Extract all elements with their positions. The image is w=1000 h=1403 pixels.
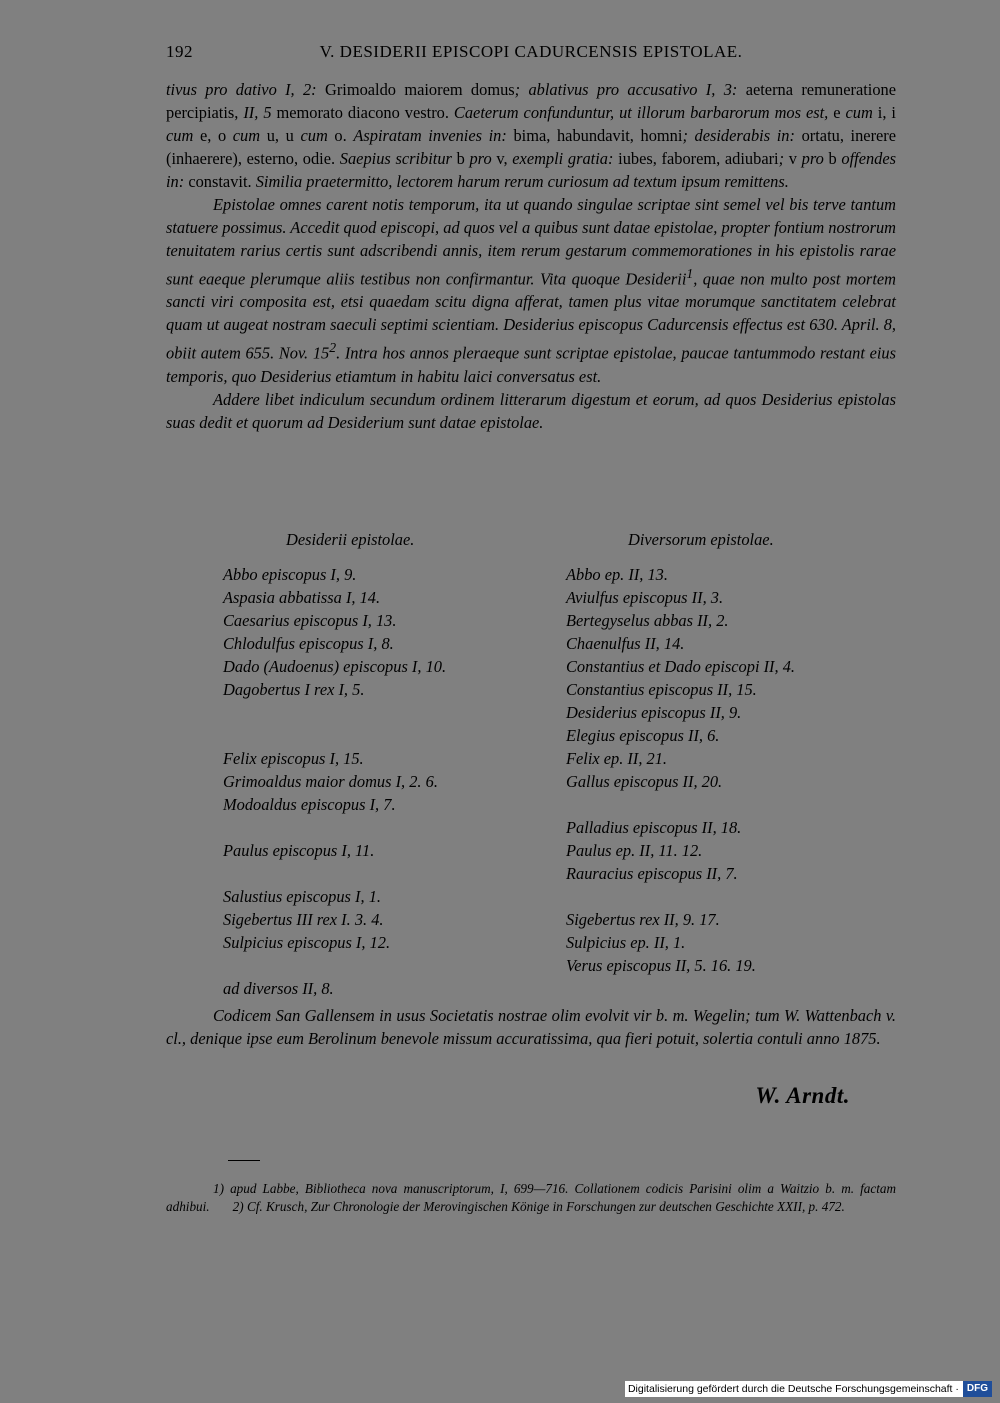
text-span: constavit. <box>184 172 256 191</box>
index-entry: Modoaldus episcopus I, 7. <box>223 795 396 814</box>
index-entry: Abbo episcopus I, 9. <box>223 565 357 584</box>
dfg-credit[interactable] <box>625 1381 992 1397</box>
running-title: V. DESIDERII EPISCOPI CADURCENSIS EPISTOLAE. <box>319 42 743 61</box>
index-entry: Bertegyselus abbas II, 2. <box>566 611 729 630</box>
text-span: bima, habundavit, homni <box>506 126 683 145</box>
text-span: ortatu, inerere (inhaerere), esterno, odie. <box>166 126 897 168</box>
index-entry: Abbo ep. II, 13. <box>566 565 668 584</box>
text-span: e <box>833 103 846 122</box>
index-entry: Felix episcopus I, 15. <box>223 749 364 768</box>
text-span: pro <box>801 149 824 168</box>
text-span: e, o <box>193 126 233 145</box>
text-span: Grimoaldo maiorem domus <box>316 80 515 99</box>
text-span: b <box>823 149 842 168</box>
text-span: offendes in: <box>166 149 897 191</box>
text-span: i, i <box>872 103 896 122</box>
index-entry: Grimoaldus maior domus I, 2. 6. <box>223 772 438 791</box>
text-span: Similia praetermitto, lectorem harum rerum curiosum ad textum ipsum remittens. <box>255 172 789 191</box>
text-span: , quae non multo post mortem sancti viri composita est, etsi quaedam scitu digna afferat, tamen plus vitae morumque sanctitatem celebrat quam ut augeat nostram saeculi septimi scientiam. Desiderius episcopus Cadurcensis effectus est 630. April. 8, obiit autem 655. Nov. 15 <box>166 269 896 363</box>
index-entry: Verus episcopus II, 5. 16. 19. <box>566 956 756 975</box>
text-span: Caeterum confunduntur, ut illorum barbarorum mos est, <box>453 103 834 122</box>
text-span: o. <box>327 126 354 145</box>
paragraph-3: Addere libet indiculum secundum ordinem litterarum digestum et eorum, ad quos Desiderius epistolas suas dedit et quorum ad Desiderium sunt datae epistolae. <box>166 389 896 432</box>
paragraph-1 <box>166 78 896 193</box>
index-entry: Felix ep. II, 21. <box>566 749 668 768</box>
footnote-1-and-2 <box>166 1180 896 1216</box>
index-entry: Sulpicius episcopus I, 12. <box>223 933 391 952</box>
text-span: tivus pro dativo I, 2: <box>166 80 317 99</box>
index-entry: Aviulfus episcopus II, 3. <box>566 588 724 607</box>
text-span: cum <box>300 126 328 145</box>
index-entry: Gallus episcopus II, 20. <box>566 772 723 791</box>
text-span: ; desiderabis in: <box>682 126 795 145</box>
text-span: ; ablativus pro accusativo I, 3: <box>514 80 738 99</box>
index-entry: Paulus ep. II, 11. 12. <box>566 841 703 860</box>
footnote-ref-1[interactable]: 1 <box>686 266 694 281</box>
index-entry: Salustius episcopus I, 1. <box>223 887 381 906</box>
index-entry: Sulpicius ep. II, 1. <box>566 933 686 952</box>
paragraph-2 <box>166 193 896 388</box>
text-span: Epistolae omnes carent notis temporum, ita ut quando singulae scriptae sint semel vel bis terve tantum statuere possimus. Accedit quod episcopi, ad quos vel a quibus sunt datae epistolae, propter fontium nostrorum tenuitatem rarius certis sunt adscribendi annis, item rerum gestarum commemorationes in his epistolis rarae sunt eaeque plerumque aliis testibus non confirmantur. Vita quoque Desiderii <box>166 195 896 289</box>
text-span: v <box>788 149 802 168</box>
text-span: v, <box>491 149 513 168</box>
page-number: 192 <box>166 42 193 61</box>
index-entry: Chlodulfus episcopus I, 8. <box>223 634 394 653</box>
column-heading: Desiderii epistolae. <box>286 530 415 549</box>
index-entry: ad diversos II, 8. <box>223 979 334 998</box>
body-text <box>166 78 896 434</box>
index-entry: Constantius episcopus II, 15. <box>566 680 757 699</box>
closing-paragraph: Codicem San Gallensem in usus Societatis nostrae olim evolvit vir b. m. Wegelin; tum W. Wattenbach v. cl., denique ipse eum Berolinum benevole missum accuratissima, qua fieri potuit, solertia contuli anno 1875. <box>166 1006 896 1048</box>
index-entry: Caesarius episcopus I, 13. <box>223 611 397 630</box>
text-span: cum <box>845 103 873 122</box>
index-entry: Sigebertus III rex I. 3. 4. <box>223 910 384 929</box>
index-entry: Constantius et Dado episcopi II, 4. <box>566 657 795 676</box>
text-span: Saepius scribitur <box>339 149 452 168</box>
footnote-ref-2[interactable]: 2 <box>329 340 337 356</box>
text-span: iubes, faborem, adiubari <box>613 149 779 168</box>
text-span: . Intra hos annos pleraeque sunt scriptae epistolae, paucae tantummodo restant eius temporis, quo Desiderius etiamtum in habitu laici conversatus est. <box>166 343 897 386</box>
text-span: b <box>451 149 470 168</box>
page-header <box>166 42 896 66</box>
text-span: pro <box>469 149 492 168</box>
text-span: Aspiratam invenies in: <box>353 126 507 145</box>
text-span: ; <box>778 149 789 168</box>
index-entry: Dado (Audoenus) episcopus I, 10. <box>223 657 447 676</box>
index-entry: Paulus episcopus I, 11. <box>223 841 375 860</box>
index-entry: Dagobertus I rex I, 5. <box>223 680 365 699</box>
text-span: II, 5 <box>243 103 272 122</box>
index-entry: Sigebertus rex II, 9. 17. <box>566 910 720 929</box>
index-entry: Aspasia abbatissa I, 14. <box>223 588 381 607</box>
dfg-logo: DFG <box>963 1381 992 1397</box>
footnote-rule <box>228 1160 260 1161</box>
text-span: u, u <box>260 126 301 145</box>
dfg-credit-text: Digitalisierung gefördert durch die Deutsche Forschungsgemeinschaft · <box>627 1383 959 1395</box>
index-entry: Rauracius episcopus II, 7. <box>566 864 738 883</box>
footnotes <box>166 1180 896 1216</box>
text-span: memorato diacono vestro. <box>271 103 454 122</box>
index-entry: Chaenulfus II, 14. <box>566 634 685 653</box>
footnote-2: 2) Cf. Krusch, Zur Chronologie der Merovingischen Könige in Forschungen zur deutschen Geschichte XXII, p. 472. <box>232 1199 845 1214</box>
text-span: cum <box>232 126 261 145</box>
signature: W. Arndt. <box>755 1083 850 1108</box>
footnote-1: 1) apud Labbe, Bibliotheca nova manuscriptorum, I, 699—716. Collationem codicis Parisini olim a Waitzio b. m. factam adhibui. <box>166 1181 896 1214</box>
index-entry: Desiderius episcopus II, 9. <box>566 703 742 722</box>
index-entry: Elegius episcopus II, 6. <box>566 726 720 745</box>
text-span: exempli gratia: <box>512 149 614 168</box>
index-entry: Palladius episcopus II, 18. <box>566 818 742 837</box>
text-span: aeterna remuneratione percipiatis, <box>166 80 896 122</box>
column-heading: Diversorum epistolae. <box>628 530 774 549</box>
text-span: cum <box>166 126 194 145</box>
